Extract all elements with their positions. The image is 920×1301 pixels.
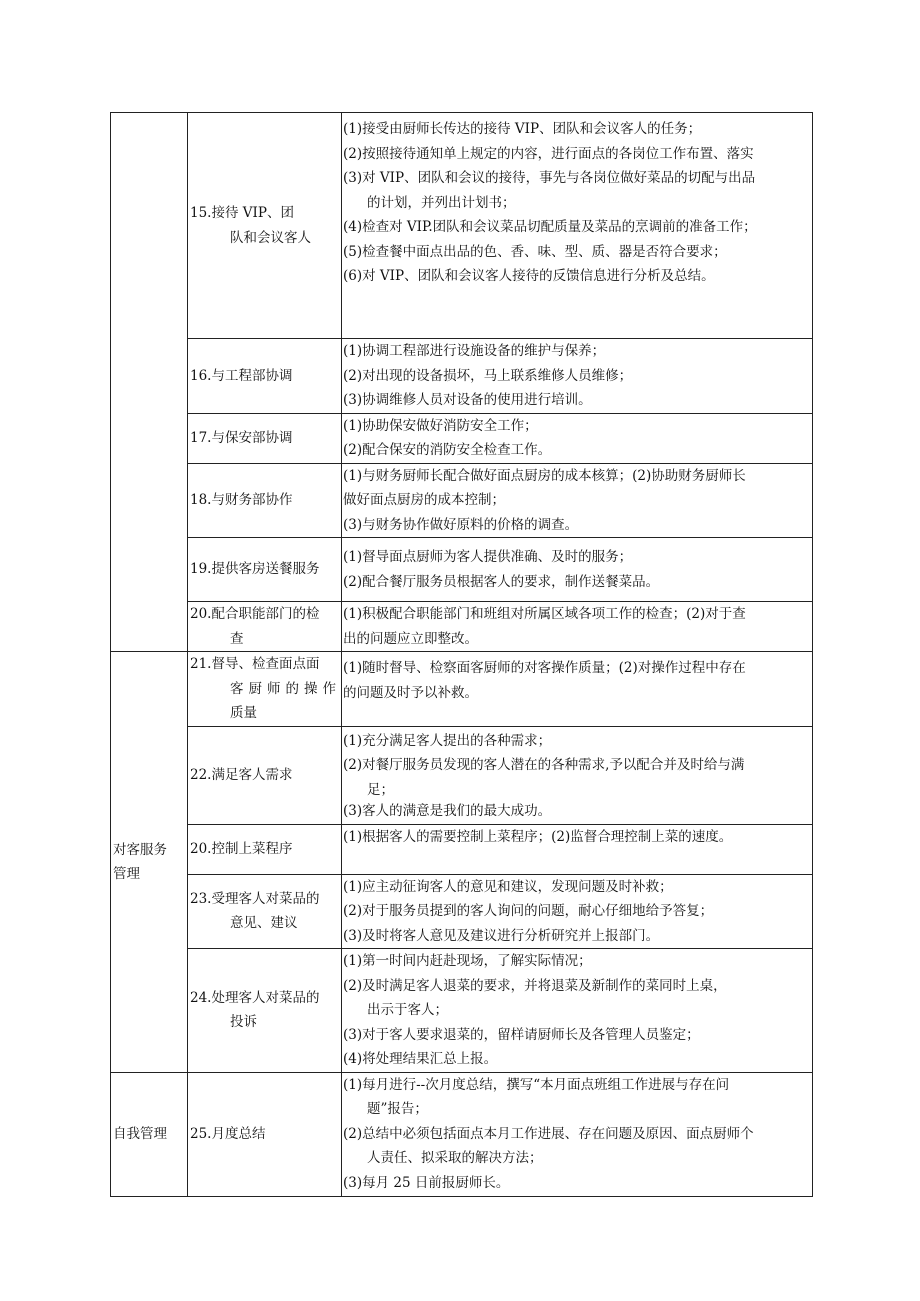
detail-cell (342, 874, 813, 949)
task-title: 25.月度总结 (190, 1125, 266, 1142)
table-row (111, 726, 813, 824)
task-title: 21.督导、检查面点面 客厨师的操作 质量 (190, 656, 341, 721)
table-row (111, 652, 813, 727)
detail-cell (342, 538, 813, 602)
detail-cell (342, 726, 813, 824)
table-row (111, 463, 813, 538)
category-cell (111, 652, 188, 1073)
list-item: (1)与财务厨师长配合做好面点厨房的成本核算；(2)协助财务厨师长 (343, 467, 746, 484)
detail-cell (342, 949, 813, 1073)
list-item: 做好面点厨房的成本控制； (343, 492, 505, 508)
list-item: (6)对 VIP、团队和会议客人接待的反馈信息进行分析及总结。 (343, 268, 715, 284)
detail-cell (342, 113, 813, 339)
table-row (111, 874, 813, 949)
task-cell (188, 1072, 342, 1196)
list-item: (1)协调工程部进行设施设备的维护与保养； (343, 343, 606, 359)
table-row (111, 339, 813, 414)
task-cell (188, 113, 342, 339)
table-row (111, 602, 813, 652)
list-item: (3)客人的满意是我们的最大成功。 (343, 803, 552, 818)
task-cell (188, 949, 342, 1073)
task-title: 16.与工程部协调 (190, 367, 293, 384)
category-label: 对客服务 管理 (113, 841, 167, 882)
table-row (111, 1072, 813, 1196)
list-item: (3)对 VIP、团队和会议的接待，事先与各岗位做好菜品的切配与出品 的计划，并列出计划书； (343, 170, 756, 211)
list-item: (2)对餐厅服务员发现的客人潜在的各种需求,予以配合并及时给与满 足； (343, 757, 745, 798)
detail-cell (342, 463, 813, 538)
list-item: (1)根据客人的需要控制上菜程序；(2)监督合理控制上菜的速度。 (343, 828, 733, 845)
list-item: (2)总结中必须包括面点本月工作进展、存在问题及原因、面点厨师个 人责任、拟采取的解决方法； (343, 1125, 754, 1167)
task-cell (188, 463, 342, 538)
list-item: 出的问题应立即整改。 (343, 630, 478, 647)
task-title: 22.满足客人需求 (190, 766, 293, 783)
list-item: (2)对于服务员提到的客人询问的问题，耐心仔细地给予答复； (343, 903, 714, 919)
detail-cell (342, 824, 813, 874)
task-cell (188, 538, 342, 602)
task-title: 18.与财务部协作 (190, 492, 293, 508)
detail-cell (342, 339, 813, 414)
list-item: (1)第一时间内赶赴现场，了解实际情况； (343, 953, 592, 969)
category-cell (111, 1072, 188, 1196)
table-row (111, 113, 813, 339)
list-item: 的问题及时予以补救。 (343, 684, 478, 701)
task-cell (188, 652, 342, 727)
task-cell (188, 874, 342, 949)
task-title: 19.提供客房送餐服务 (190, 561, 320, 578)
list-item: (2)配合餐厅服务员根据客人的要求，制作送餐菜品。 (343, 573, 660, 590)
list-item: (1)充分满足客人提出的各种需求； (343, 732, 552, 749)
task-cell (188, 726, 342, 824)
task-cell (188, 602, 342, 652)
task-title: 20.控制上菜程序 (190, 840, 293, 857)
list-item: (1)接受由厨师长传达的接待 VIP、团队和会议客人的任务； (343, 121, 702, 137)
task-title: 15.接待 VIP、团 队和会议客人 (190, 205, 311, 246)
list-item: (3)及时将客人意见及建议进行分析研究并上报部门。 (343, 927, 660, 944)
list-item: (2)对出现的设备损坏，马上联系维修人员维修； (343, 367, 633, 384)
list-item: (4)将处理结果汇总上报。 (343, 1051, 498, 1067)
list-item: (1)应主动征询客人的意见和建议，发现问题及时补救； (343, 878, 673, 895)
task-cell (188, 413, 342, 463)
list-item: (4)检查对 VIP.团队和会议菜品切配质量及菜品的烹调前的准备工作； (343, 219, 757, 235)
list-item: (3)对于客人要求退菜的，留样请厨师长及各管理人员鉴定； (343, 1026, 700, 1043)
table-row (111, 538, 813, 602)
list-item: (1)随时督导、检察面客厨师的对客操作质量；(2)对操作过程中存在 (343, 660, 746, 676)
category-cell-empty (111, 113, 188, 652)
list-item: (2)配合保安的消防安全检查工作。 (343, 442, 552, 458)
task-title: 17.与保安部协调 (190, 429, 293, 446)
category-label: 自我管理 (113, 1125, 167, 1142)
list-item: (3)每月 25 日前报厨师长。 (343, 1174, 510, 1191)
list-item: (2)按照接待通知单上规定的内容，进行面点的各岗位工作布置、落实 (343, 145, 754, 162)
list-item: (1)协助保安做好消防安全工作； (343, 417, 538, 434)
table-row (111, 949, 813, 1073)
detail-cell (342, 1072, 813, 1196)
task-title: 20.配合职能部门的检 查 (190, 606, 320, 647)
list-item: (1)督导面点厨师为客人提供准确、及时的服务； (343, 549, 633, 565)
list-item: (3)与财务协作做好原料的价格的调查。 (343, 516, 579, 533)
detail-cell (342, 413, 813, 463)
detail-cell (342, 652, 813, 727)
table-row (111, 413, 813, 463)
list-item: (3)协调维修人员对设备的使用进行培训。 (343, 392, 592, 408)
detail-cell (342, 602, 813, 652)
list-item: (5)检查餐中面点出品的色、香、味、型、质、器是否符合要求； (343, 243, 727, 260)
duty-table (110, 112, 813, 1197)
task-title: 23.受理客人对菜品的 意见、建议 (190, 890, 320, 932)
list-item: (2)及时满足客人退菜的要求，并将退菜及新制作的菜同时上桌， 出示于客人； (343, 977, 727, 1018)
task-title: 24.处理客人对菜品的 投诉 (190, 989, 320, 1031)
list-item: (1)积极配合职能部门和班组对所属区域各项工作的检查；(2)对于查 (343, 606, 746, 622)
task-cell (188, 339, 342, 414)
list-item: (1)每月进行--次月度总结，撰写“本月面点班组工作进展与存在问 题”报告； (343, 1076, 730, 1118)
table-row (111, 824, 813, 874)
task-cell (188, 824, 342, 874)
